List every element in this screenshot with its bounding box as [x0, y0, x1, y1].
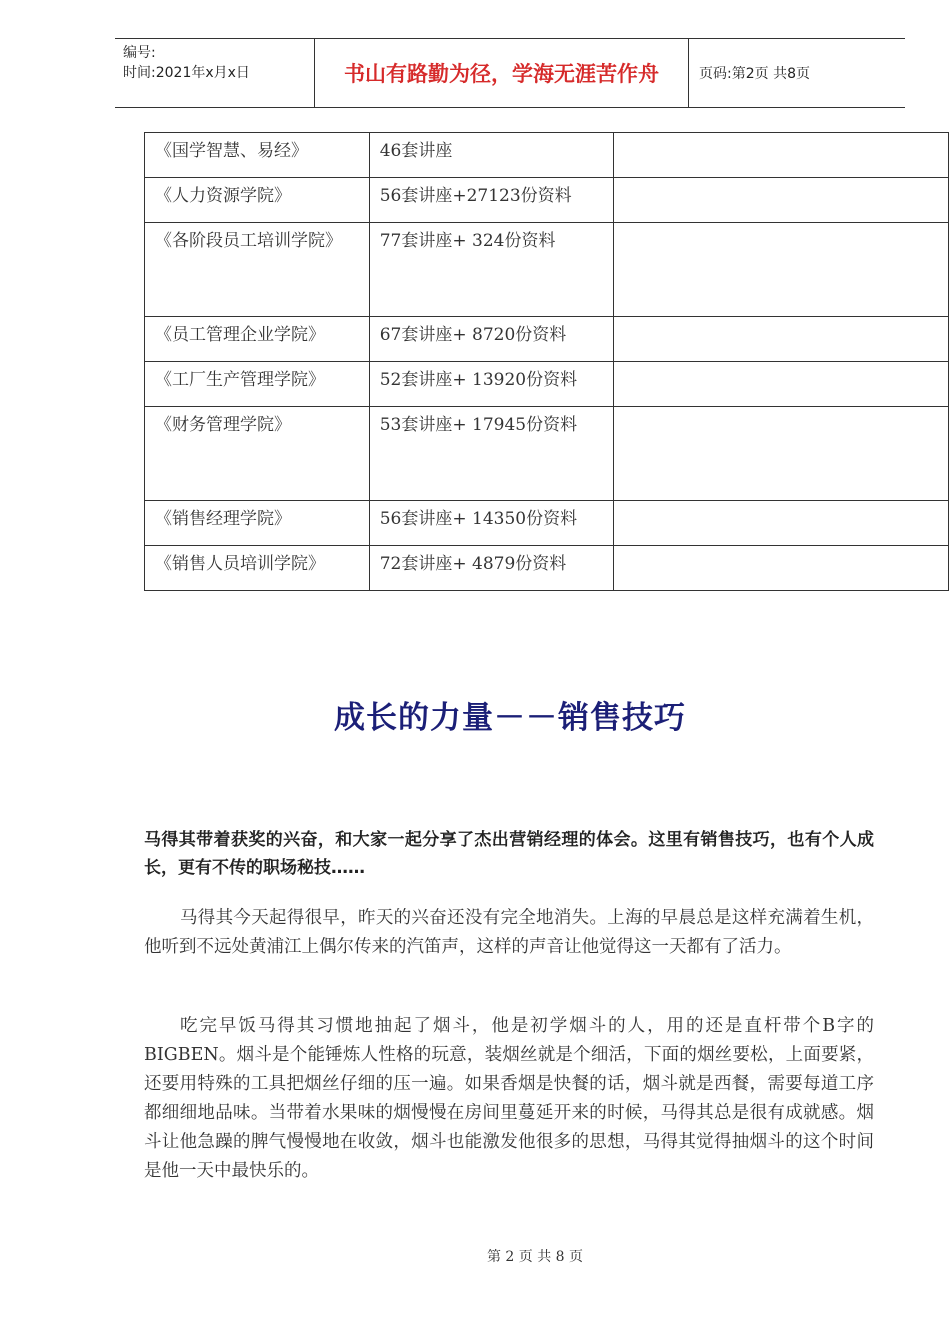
table-row	[145, 317, 949, 362]
course-content: 56套讲座+ 14350份资料	[379, 509, 578, 529]
article-lead: 马得其带着获奖的兴奋，和大家一起分享了杰出营销经理的体会。这里有销售技巧，也有个人成长，更有不传的职场秘技……	[144, 830, 874, 878]
table-row	[145, 223, 949, 317]
course-name-cell	[145, 546, 370, 591]
table-row	[145, 362, 949, 407]
course-name-cell	[145, 362, 370, 407]
article-title: 成长的力量－－销售技巧	[334, 700, 686, 736]
course-content: 67套讲座+ 8720份资料	[379, 325, 567, 345]
course-extra-cell	[614, 317, 949, 362]
course-content-cell	[369, 501, 614, 546]
course-content-cell	[369, 178, 614, 223]
header-meta	[115, 39, 315, 107]
page-footer: 第 2 页 共 8 页	[486, 1249, 584, 1265]
table-row	[145, 407, 949, 501]
course-table	[144, 132, 949, 591]
course-name: 《国学智慧、易经》	[155, 141, 308, 161]
course-name: 《工厂生产管理学院》	[155, 370, 325, 390]
course-extra-cell	[614, 546, 949, 591]
course-name-cell	[145, 407, 370, 501]
course-content-cell	[369, 546, 614, 591]
course-name-cell	[145, 317, 370, 362]
course-name: 《人力资源学院》	[155, 186, 291, 206]
article-paragraph: 吃完早饭马得其习惯地抽起了烟斗，他是初学烟斗的人，用的还是直杆带个B字的BIGBEN。烟斗是个能锤炼人性格的玩意，装烟丝就是个细活，下面的烟丝要松，上面要紧，还要用特殊的工具把烟丝仔细的压一遍。如果香烟是快餐的话，烟斗就是西餐，需要每道工序都细细地品味。当带着水果味的烟慢慢在房间里蔓延开来的时候，马得其总是很有成就感。烟斗让他急躁的脾气慢慢地在收敛，烟斗也能激发他很多的思想，马得其觉得抽烟斗的这个时间是他一天中最快乐的。	[144, 1016, 874, 1181]
course-name-cell	[145, 178, 370, 223]
header-page-info: 页码:第2页 共8页	[699, 66, 810, 82]
course-name: 《销售经理学院》	[155, 509, 291, 529]
table-row	[145, 178, 949, 223]
course-name: 《员工管理企业学院》	[155, 325, 325, 345]
course-extra-cell	[614, 223, 949, 317]
course-content: 52套讲座+ 13920份资料	[379, 370, 578, 390]
course-name: 《各阶段员工培训学院》	[155, 231, 342, 251]
number-label: 编号:	[123, 45, 156, 61]
course-content-cell	[369, 133, 614, 178]
course-name-cell	[145, 133, 370, 178]
course-content-cell	[369, 407, 614, 501]
header-motto: 书山有路勤为径，学海无涯苦作舟	[315, 39, 689, 107]
course-extra-cell	[614, 362, 949, 407]
course-content-cell	[369, 362, 614, 407]
course-content-cell	[369, 223, 614, 317]
page-header	[115, 38, 905, 108]
course-content: 56套讲座+27123份资料	[379, 186, 572, 206]
time-label: 时间:2021年x月x日	[123, 65, 250, 81]
table-row	[145, 546, 949, 591]
table-row	[145, 501, 949, 546]
course-extra-cell	[614, 178, 949, 223]
course-content: 72套讲座+ 4879份资料	[379, 554, 567, 574]
course-extra-cell	[614, 501, 949, 546]
course-name: 《财务管理学院》	[155, 415, 291, 435]
article-paragraph: 马得其今天起得很早，昨天的兴奋还没有完全地消失。上海的早晨总是这样充满着生机，他听到不远处黄浦江上偶尔传来的汽笛声，这样的声音让他觉得这一天都有了活力。	[144, 908, 874, 957]
course-content-cell	[369, 317, 614, 362]
course-extra-cell	[614, 133, 949, 178]
course-content: 53套讲座+ 17945份资料	[379, 415, 578, 435]
course-name: 《销售人员培训学院》	[155, 554, 325, 574]
course-name-cell	[145, 501, 370, 546]
course-extra-cell	[614, 407, 949, 501]
table-row	[145, 133, 949, 178]
course-name-cell	[145, 223, 370, 317]
course-content: 46套讲座	[379, 141, 453, 161]
course-content: 77套讲座+ 324份资料	[379, 231, 556, 251]
